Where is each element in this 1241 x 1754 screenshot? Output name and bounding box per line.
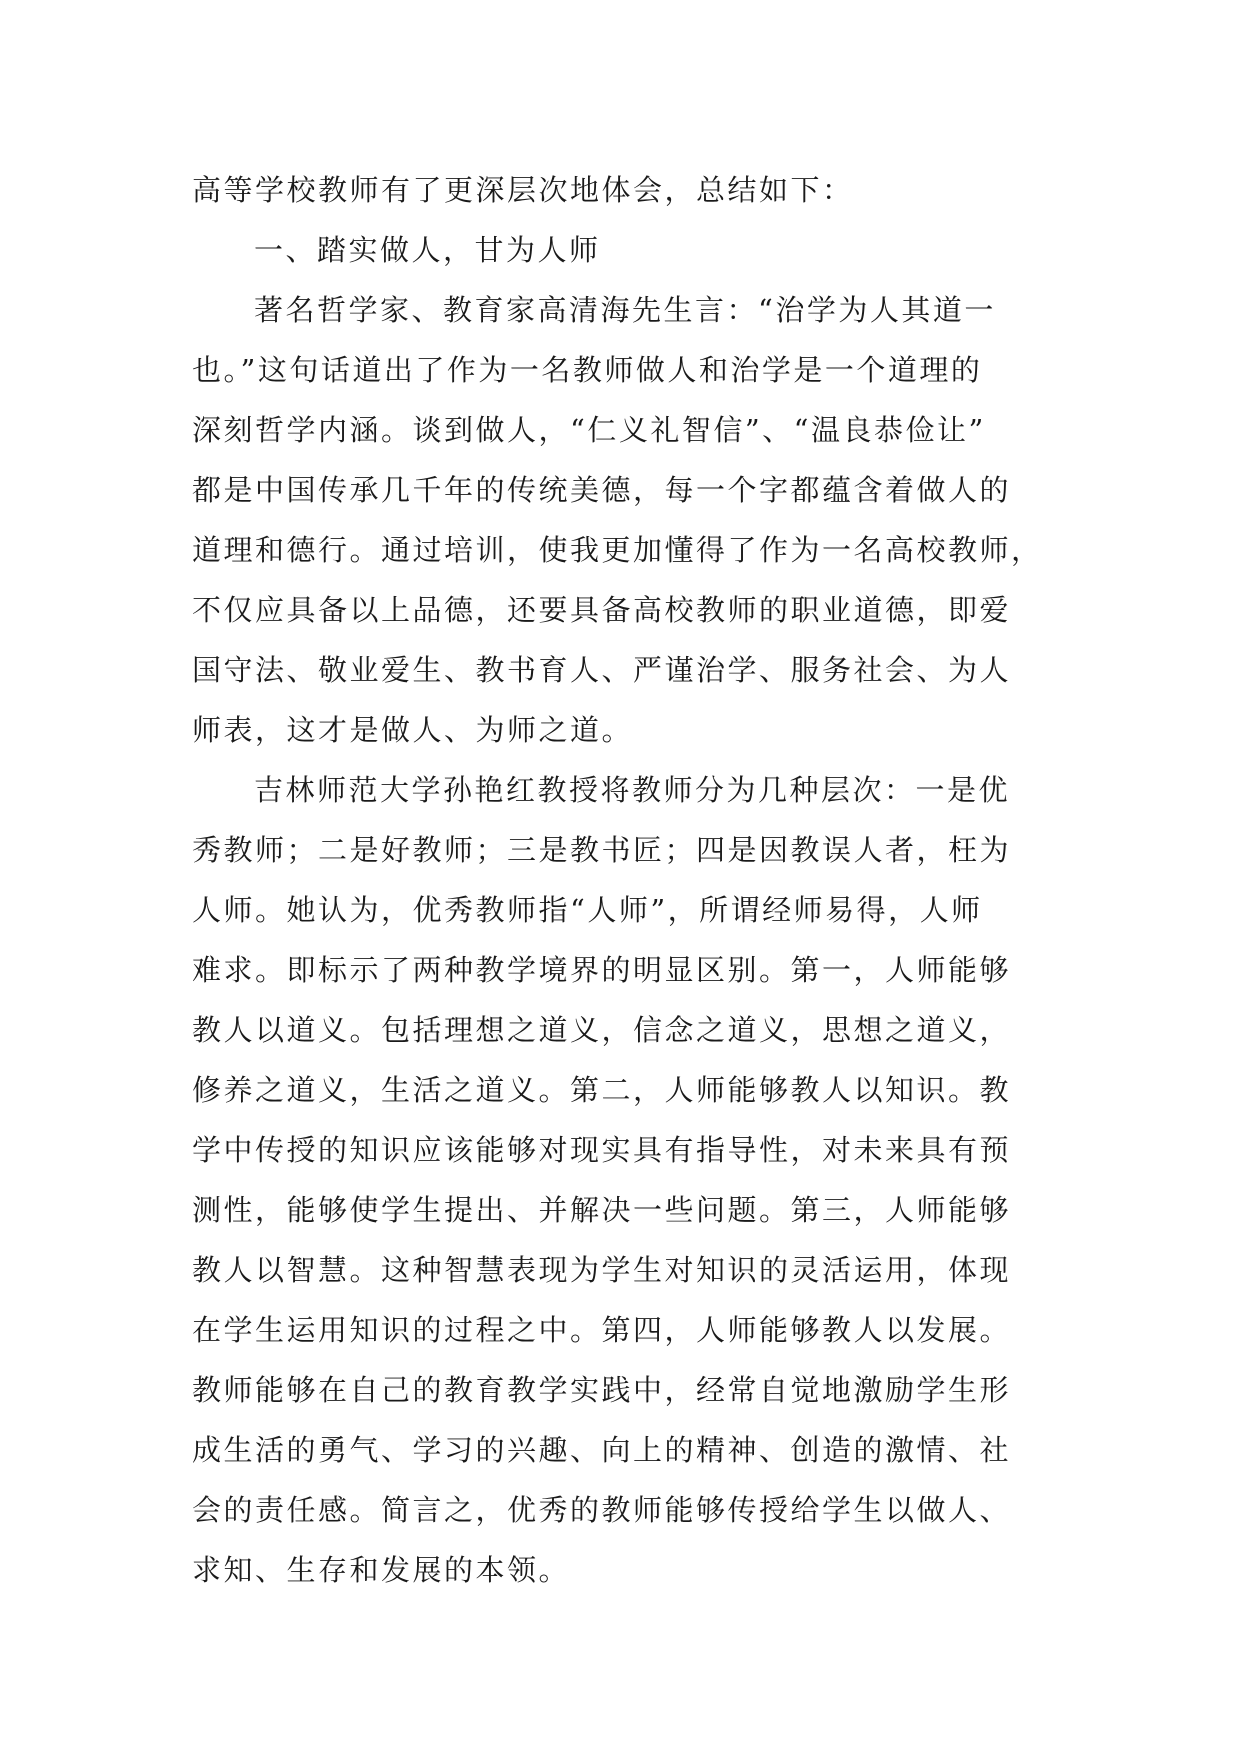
text-line: 成生活的勇气、学习的兴趣、向上的精神、创造的激情、社 xyxy=(192,1433,1012,1467)
text-line: 学中传授的知识应该能够对现实具有指导性，对未来具有预 xyxy=(192,1133,1012,1167)
text-line: 道理和德行。通过培训，使我更加懂得了作为一名高校教师， xyxy=(192,533,1043,567)
text-line: 求知、生存和发展的本领。 xyxy=(192,1553,571,1587)
text-line: 高等学校教师有了更深层次地体会，总结如下： xyxy=(192,173,854,207)
text-line: 著名哲学家、教育家高清海先生言：“治学为人其道一 xyxy=(254,293,996,327)
text-line: 教人以道义。包括理想之道义，信念之道义，思想之道义， xyxy=(192,1013,1012,1047)
text-line: 教人以智慧。这种智慧表现为学生对知识的灵活运用，体现 xyxy=(192,1253,1012,1287)
text-line: 会的责任感。简言之，优秀的教师能够传授给学生以做人、 xyxy=(192,1493,1012,1527)
text-line: 深刻哲学内涵。谈到做人，“仁义礼智信”、“温良恭俭让” xyxy=(192,413,986,447)
text-line: 测性，能够使学生提出、并解决一些问题。第三，人师能够 xyxy=(192,1193,1012,1227)
text-line: 教师能够在自己的教育教学实践中，经常自觉地激励学生形 xyxy=(192,1373,1012,1407)
text-line: 吉林师范大学孙艳红教授将教师分为几种层次：一是优 xyxy=(254,773,1011,807)
section-heading: 一、踏实做人，甘为人师 xyxy=(254,233,601,267)
text-line: 在学生运用知识的过程之中。第四，人师能够教人以发展。 xyxy=(192,1313,1012,1347)
text-line: 国守法、敬业爱生、教书育人、严谨治学、服务社会、为人 xyxy=(192,653,1012,687)
text-line: 不仅应具备以上品德，还要具备高校教师的职业道德，即爱 xyxy=(192,593,1012,627)
document-body xyxy=(192,160,1060,1600)
text-line: 都是中国传承几千年的传统美德，每一个字都蕴含着做人的 xyxy=(192,473,1012,507)
text-line: 也。”这句话道出了作为一名教师做人和治学是一个道理的 xyxy=(192,353,983,387)
text-line: 难求。即标示了两种教学境界的明显区别。第一，人师能够 xyxy=(192,953,1012,987)
text-line: 秀教师；二是好教师；三是教书匠；四是因教误人者，枉为 xyxy=(192,833,1012,867)
text-line: 师表，这才是做人、为师之道。 xyxy=(192,713,634,747)
text-line: 修养之道义，生活之道义。第二，人师能够教人以知识。教 xyxy=(192,1073,1012,1107)
text-line: 人师。她认为，优秀教师指“人师”，所谓经师易得，人师 xyxy=(192,893,983,927)
